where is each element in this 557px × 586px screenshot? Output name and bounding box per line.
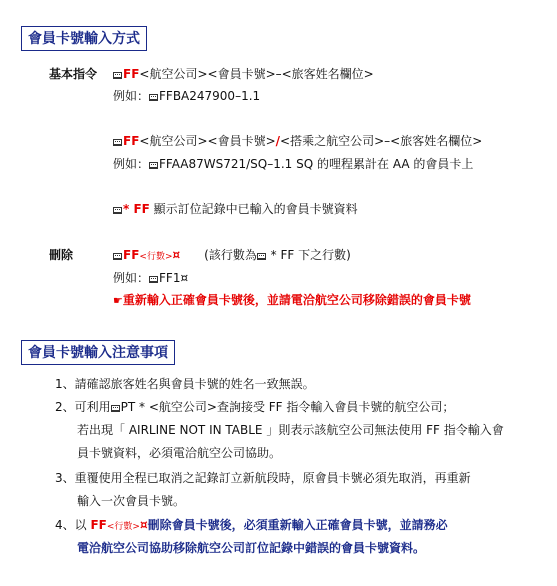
note-text: 請確認旅客姓名與會員卡號的姓名一致無誤。 — [74, 377, 315, 391]
section-heading-notes — [21, 340, 175, 365]
basic-cmd-3 — [113, 201, 358, 217]
example-code: FFAA87WS721/SQ–1.1 SQ 的哩程累計在 AA 的會員卡上 — [159, 157, 474, 171]
ff-code: FF — [123, 134, 140, 148]
star-ff-code: * FF — [123, 202, 150, 216]
note-text: 刪除會員卡號後，必須重新輸入正確會員卡號，並請務必 — [147, 518, 448, 532]
note-2-line-3: 員卡號資料，必須電洽航空公司協助。 — [77, 446, 282, 460]
keyboard-icon — [113, 72, 122, 79]
delete-warning — [113, 292, 471, 309]
delete-label: 刪除 — [49, 248, 74, 262]
section-heading-input-method — [21, 26, 147, 51]
note-1 — [55, 376, 315, 392]
example-code: FFBA247900–1.1 — [159, 89, 261, 103]
section-title: 會員卡號輸入注意事項 — [28, 345, 168, 361]
cmd-rest: 顯示訂位記錄中已輸入的會員卡號資料 — [149, 202, 358, 216]
basic-cmd-2 — [113, 133, 482, 149]
basic-example-2 — [113, 156, 473, 172]
note-pre: 以 — [74, 518, 91, 532]
note-4-line-1 — [55, 517, 448, 535]
keyboard-icon — [149, 94, 158, 101]
note-number: 4、 — [55, 518, 75, 532]
delete-note: (該行數為 — [204, 248, 257, 262]
note-text: 重覆使用全程已取消之記錄訂立新航段時，原會員卡號必須先取消，再重新 — [74, 471, 471, 485]
keyboard-icon — [113, 253, 122, 260]
delete-cmd — [113, 247, 351, 265]
cmd-part-b: <搭乘之航空公司>–<旅客姓名欄位> — [280, 134, 483, 148]
keyboard-icon — [113, 139, 122, 146]
end-mark: ¤ — [139, 518, 148, 532]
warning-text: 重新輸入正確會員卡號後，並請電洽航空公司移除錯誤的會員卡號 — [122, 293, 471, 307]
line-number-param: <行數> — [139, 252, 173, 262]
note-number: 1、 — [55, 377, 75, 391]
line-number-param: <行數> — [106, 522, 140, 532]
delete-note-ff: * FF 下之行數) — [266, 248, 351, 262]
basic-label: 基本指令 — [49, 67, 98, 81]
keyboard-icon — [111, 405, 120, 412]
ff-code: FF — [90, 518, 107, 532]
note-number: 3、 — [55, 471, 75, 485]
slash: / — [275, 134, 281, 148]
keyboard-icon — [149, 276, 158, 283]
pointing-hand-icon: ☛ — [113, 294, 123, 307]
note-2-line-2: 若出現「 AIRLINE NOT IN TABLE 」則表示該航空公司無法使用 FF 指令輸入會 — [77, 423, 504, 437]
keyboard-icon — [113, 207, 122, 214]
example-prefix: 例如： — [113, 157, 150, 171]
example-prefix: 例如： — [113, 89, 150, 103]
end-mark: ¤ — [172, 248, 181, 262]
section-title: 會員卡號輸入方式 — [28, 31, 140, 47]
note-number: 2、 — [55, 400, 75, 414]
cmd-part-a: <航空公司><會員卡號> — [139, 134, 276, 148]
note-text-pt: PT * <航空公司>查詢接受 FF 指令輸入會員卡號的航空公司； — [120, 400, 455, 414]
keyboard-icon — [257, 253, 266, 260]
keyboard-icon — [149, 162, 158, 169]
basic-cmd-1 — [113, 66, 374, 82]
delete-example — [113, 270, 188, 286]
example-code: FF1¤ — [159, 271, 189, 285]
note-text: 可利用 — [74, 400, 111, 414]
note-3-line-2: 輸入一次會員卡號。 — [77, 494, 186, 508]
ff-code: FF — [123, 67, 140, 81]
note-2-line-1 — [55, 399, 454, 415]
ff-code: FF — [123, 248, 140, 262]
note-4-line-2: 電洽航空公司協助移除航空公司訂位記錄中錯誤的會員卡號資料。 — [77, 541, 426, 555]
cmd-rest: <航空公司><會員卡號>–<旅客姓名欄位> — [139, 67, 374, 81]
basic-example-1 — [113, 88, 260, 104]
note-3-line-1 — [55, 470, 471, 486]
example-prefix: 例如： — [113, 271, 150, 285]
